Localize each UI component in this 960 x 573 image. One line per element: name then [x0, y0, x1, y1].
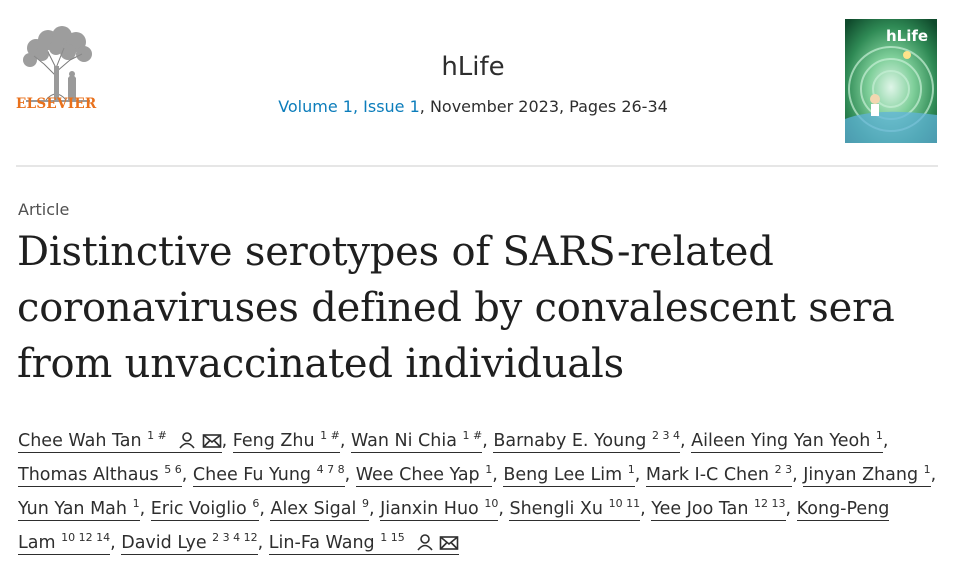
- author-name: Jianxin Huo: [380, 499, 479, 519]
- author-name: Yee Joo Tan: [651, 499, 749, 519]
- article-title: Distinctive serotypes of SARS-related coronaviruses defined by convalescent sera from unvaccinated individuals: [17, 229, 895, 387]
- header-divider: [16, 165, 938, 167]
- author-affiliation-sup: 10 11: [608, 497, 641, 510]
- author-affiliation-sup: 12 13: [754, 497, 786, 510]
- author-link[interactable]: [151, 499, 260, 521]
- author-link[interactable]: [18, 431, 222, 453]
- volume-issue-link[interactable]: Volume 1, Issue 1: [278, 97, 420, 116]
- author-link[interactable]: [18, 465, 182, 487]
- journal-header: [0, 0, 960, 168]
- author-affiliation-sup: 6: [252, 497, 260, 510]
- author-link[interactable]: [356, 465, 492, 487]
- author-affiliation-sup: 1: [627, 463, 635, 476]
- mail-icon[interactable]: [202, 433, 222, 449]
- author-link[interactable]: [270, 499, 368, 521]
- author-affiliation-sup: 1 #: [147, 429, 167, 442]
- author-name: Feng Zhu: [232, 431, 315, 451]
- author-name: Wan Ni Chia: [350, 431, 457, 451]
- author-name: Eric Voiglio: [150, 499, 247, 519]
- author-link[interactable]: [121, 533, 257, 555]
- author-link[interactable]: [509, 499, 640, 521]
- author-name: David Lye: [121, 533, 207, 553]
- article-type-label: Article: [18, 200, 70, 219]
- author-affiliation-sup: 2 3: [774, 463, 793, 476]
- author-name: Beng Lee Lim: [503, 465, 623, 485]
- author-link[interactable]: [193, 465, 345, 487]
- author-link[interactable]: [803, 465, 930, 487]
- author-link[interactable]: [493, 431, 680, 453]
- author-affiliation-sup: 1 15: [380, 531, 405, 544]
- author-link[interactable]: [651, 499, 785, 521]
- author-affiliation-sup: 1: [485, 463, 493, 476]
- author-name: Kong-Peng Lam: [18, 499, 890, 553]
- author-name: Aileen Ying Yan Yeoh: [691, 431, 871, 451]
- author-link[interactable]: [691, 431, 883, 453]
- author-affiliation-sup: 1 #: [320, 429, 340, 442]
- author-affiliation-sup: 5 6: [164, 463, 182, 476]
- author-link[interactable]: [269, 533, 460, 555]
- author-affiliation-sup: 4 7 8: [316, 463, 345, 476]
- author-affiliation-sup: 2 3 4 12: [212, 531, 258, 544]
- author-link[interactable]: [503, 465, 634, 487]
- author-name: Jinyan Zhang: [803, 465, 919, 485]
- author-name: Shengli Xu: [509, 499, 604, 519]
- author-affiliation-sup: 1 #: [462, 429, 483, 442]
- person-icon[interactable]: [416, 533, 434, 551]
- author-name: Yun Yan Mah: [18, 499, 127, 519]
- author-affiliation-sup: 2 3 4: [652, 429, 680, 442]
- author-link[interactable]: [646, 465, 792, 487]
- journal-issue-info: [0, 97, 946, 116]
- author-name: Chee Fu Yung: [192, 465, 312, 485]
- author-name: Lin-Fa Wang: [268, 533, 375, 553]
- author-affiliation-sup: 10 12 14: [61, 531, 111, 544]
- author-link[interactable]: [18, 499, 140, 521]
- author-name: Mark I-C Chen: [645, 465, 769, 485]
- author-link[interactable]: [233, 431, 340, 453]
- author-name: Alex Sigal: [270, 499, 357, 519]
- author-name: Wee Chee Yap: [355, 465, 480, 485]
- author-link[interactable]: [351, 431, 482, 453]
- author-name: Chee Wah Tan: [18, 431, 142, 451]
- author-affiliation-sup: 10: [484, 497, 499, 510]
- author-affiliation-sup: 1: [875, 429, 883, 442]
- author-list: Chee Wah Tan $^{1 \#}$ , Feng Zhu $^{1 \#}$, Wan Ni Chia $^{1 \#}$, Barnaby E. Young $^{2 3 4}$, Aileen Ying Yan Yeoh $^1$, Thomas Althaus $^{5 6}$, Chee Fu Yung $^{4 7 8}$, Wee Chee Yap $^1$, Beng Lee Lim $^1$, Mark I-C Chen $^{2 3}$, Jinyan Zhang $^1$, Yun Yan Mah $^1$, Eric Voiglio $^6$, Alex Sigal $^9$, Jianxin Huo $^{10}$, Shengli Xu $^{10 11}$, Yee Joo Tan $^{12 13}$, Kong-Peng Lam $^{10 12 14}$, David Lye $^{2 3 4 12}$, Lin-Fa Wang $^{1 15}$: [18, 429, 937, 553]
- person-icon[interactable]: [178, 431, 196, 449]
- journal-title[interactable]: hLife: [441, 52, 505, 82]
- publisher-wordmark: ELSEVIER: [16, 96, 97, 112]
- author-affiliation-sup: 1: [132, 497, 140, 510]
- issue-date-pages: , November 2023, Pages 26-34: [419, 97, 668, 116]
- author-link[interactable]: [380, 499, 498, 521]
- author-name: Barnaby E. Young: [493, 431, 647, 451]
- author-affiliation-sup: 9: [361, 497, 369, 510]
- mail-icon[interactable]: [439, 535, 459, 551]
- journal-cover-image: [845, 19, 937, 143]
- author-affiliation-sup: 1: [923, 463, 931, 476]
- author-name: Thomas Althaus: [18, 465, 159, 485]
- cover-title: hLife: [885, 27, 929, 45]
